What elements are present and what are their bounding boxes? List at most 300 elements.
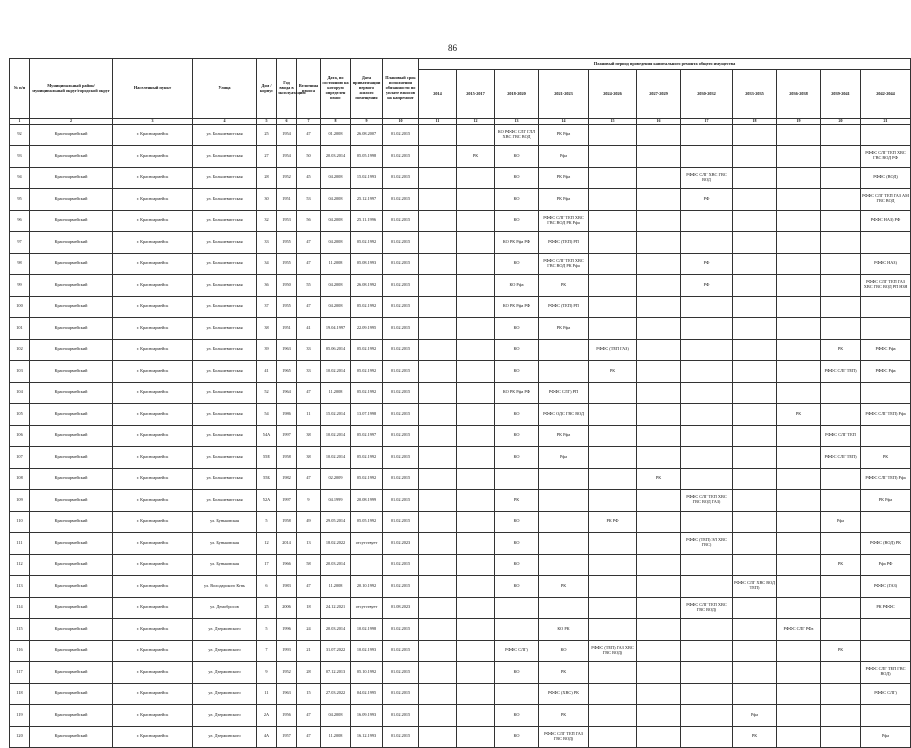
- street-cell: ул. Буньковская: [193, 511, 257, 533]
- header-period: 2030-2032: [681, 70, 733, 119]
- period-cell: [419, 167, 457, 189]
- row-number: 117: [10, 662, 30, 684]
- period-cell: [419, 447, 457, 469]
- wear-date-cell: 15.02.2014: [321, 404, 351, 426]
- street-cell: ул. Дзержинского: [193, 662, 257, 684]
- district-cell: Красноармейский: [30, 232, 113, 254]
- period-cell: [821, 253, 861, 275]
- period-cell: [733, 683, 777, 705]
- period-cell: [637, 167, 681, 189]
- header-period: 2027-2029: [637, 70, 681, 119]
- settlement-cell: г. Красноармейск: [113, 210, 193, 232]
- column-number: 9: [351, 119, 383, 125]
- period-cell: [589, 210, 637, 232]
- period-cell: РФФС (ВОД) РК: [861, 533, 911, 555]
- street-cell: ул. Володарского Кгвь: [193, 576, 257, 598]
- period-cell: РФФС СЛГ ТЕП): [821, 447, 861, 469]
- period-cell: РФФС СЛГ ТЕП ХВС ГВС ВОД РФ: [861, 146, 911, 168]
- period-cell: [457, 576, 495, 598]
- first-date-cell: 15.02.1993: [351, 167, 383, 189]
- plan-date-cell: 01.02.2015: [383, 167, 419, 189]
- header-n: № п/п: [10, 59, 30, 119]
- period-cell: [821, 683, 861, 705]
- period-cell: [733, 468, 777, 490]
- header-period: 2021-2023: [539, 70, 589, 119]
- header-period: 2039-2041: [821, 70, 861, 119]
- column-number: 16: [637, 119, 681, 125]
- period-cell: КО: [495, 576, 539, 598]
- period-cell: РК РФ: [589, 511, 637, 533]
- period-cell: [637, 640, 681, 662]
- period-cell: [539, 339, 589, 361]
- row-number: 108: [10, 468, 30, 490]
- first-date-cell: 05.05.1992: [351, 511, 383, 533]
- row-number: 118: [10, 683, 30, 705]
- period-cell: [861, 232, 911, 254]
- period-cell: РК: [821, 554, 861, 576]
- period-cell: [681, 146, 733, 168]
- period-cell: РК Рфа: [539, 189, 589, 211]
- period-cell: [419, 253, 457, 275]
- period-cell: КО Рфа: [495, 275, 539, 297]
- period-cell: [821, 232, 861, 254]
- street-cell: ул. Большевистская: [193, 447, 257, 469]
- period-cell: РК РФФС: [861, 597, 911, 619]
- street-cell: ул. Демобросов: [193, 597, 257, 619]
- period-cell: [777, 597, 821, 619]
- settlement-cell: г. Красноармейск: [113, 232, 193, 254]
- house-cell: 7: [257, 640, 277, 662]
- row-number: 113: [10, 576, 30, 598]
- row-number: 119: [10, 705, 30, 727]
- district-cell: Красноармейский: [30, 382, 113, 404]
- settlement-cell: г. Красноармейск: [113, 640, 193, 662]
- period-cell: [457, 447, 495, 469]
- table-row: [10, 146, 911, 168]
- wear-date-cell: 20.03.2014: [321, 619, 351, 641]
- year-cell: 1956: [277, 705, 297, 727]
- house-cell: 28: [257, 167, 277, 189]
- period-cell: КО: [495, 167, 539, 189]
- period-cell: Рфа РФ: [861, 554, 911, 576]
- period-cell: [589, 382, 637, 404]
- period-cell: [457, 167, 495, 189]
- period-cell: РФФС (ТЕП) ЭЛ ХВС ГВС): [681, 533, 733, 555]
- period-cell: РК: [821, 339, 861, 361]
- period-cell: [539, 554, 589, 576]
- header-wear-date: Дата, по состоянию на которую определен износ: [321, 59, 351, 119]
- first-date-cell: 05.02.1997: [351, 425, 383, 447]
- period-cell: [637, 210, 681, 232]
- settlement-cell: г. Красноармейск: [113, 683, 193, 705]
- period-cell: [457, 511, 495, 533]
- header-period: 2015-2017: [457, 70, 495, 119]
- year-cell: 1997: [277, 490, 297, 512]
- wear-cell: 47: [297, 253, 321, 275]
- table-row: [10, 124, 911, 146]
- house-cell: 5: [257, 511, 277, 533]
- period-cell: [419, 189, 457, 211]
- row-number: 115: [10, 619, 30, 641]
- house-cell: 9: [257, 662, 277, 684]
- house-cell: 55Б: [257, 468, 277, 490]
- period-cell: КО: [495, 361, 539, 383]
- period-cell: [681, 124, 733, 146]
- period-cell: [821, 296, 861, 318]
- first-date-cell: 20.08.1999: [351, 490, 383, 512]
- street-cell: ул. Буньковская: [193, 533, 257, 555]
- row-number: 101: [10, 318, 30, 340]
- first-date-cell: 05.05.1998: [351, 146, 383, 168]
- row-number: 111: [10, 533, 30, 555]
- wear-date-cell: 10.02.2014: [321, 361, 351, 383]
- settlement-cell: г. Красноармейск: [113, 339, 193, 361]
- period-cell: [419, 296, 457, 318]
- settlement-cell: г. Красноармейск: [113, 726, 193, 748]
- row-number: 106: [10, 425, 30, 447]
- period-cell: [861, 124, 911, 146]
- wear-cell: 50: [297, 146, 321, 168]
- house-cell: 17: [257, 554, 277, 576]
- period-cell: [777, 576, 821, 598]
- district-cell: Красноармейский: [30, 425, 113, 447]
- period-cell: [419, 146, 457, 168]
- row-number: 102: [10, 339, 30, 361]
- period-cell: [681, 339, 733, 361]
- district-cell: Красноармейский: [30, 296, 113, 318]
- year-cell: 1952: [277, 167, 297, 189]
- header-period: 2036-2038: [777, 70, 821, 119]
- period-cell: [777, 253, 821, 275]
- period-cell: [539, 597, 589, 619]
- period-cell: РФ: [681, 189, 733, 211]
- period-cell: [419, 640, 457, 662]
- column-number: 8: [321, 119, 351, 125]
- table-row: [10, 339, 911, 361]
- period-cell: [539, 468, 589, 490]
- period-cell: РФФС СЛГ ТЕП ГВС ВОД): [861, 662, 911, 684]
- first-date-cell: 20.10.1992: [351, 576, 383, 598]
- column-number: 11: [419, 119, 457, 125]
- period-cell: КО: [495, 253, 539, 275]
- period-cell: [589, 232, 637, 254]
- period-cell: [861, 705, 911, 727]
- district-cell: Красноармейский: [30, 318, 113, 340]
- period-cell: [681, 619, 733, 641]
- plan-date-cell: 01.02.2015: [383, 490, 419, 512]
- period-cell: [419, 425, 457, 447]
- house-cell: 36: [257, 275, 277, 297]
- period-cell: [777, 683, 821, 705]
- period-cell: РК: [539, 662, 589, 684]
- street-cell: ул. Большевистская: [193, 361, 257, 383]
- wear-date-cell: 27.03.2022: [321, 683, 351, 705]
- plan-date-cell: 01.02.2015: [383, 296, 419, 318]
- period-cell: РК: [539, 705, 589, 727]
- first-date-cell: 25.12.1997: [351, 189, 383, 211]
- period-cell: РФФС СЛГ ТЕП): [821, 361, 861, 383]
- house-cell: 32: [257, 210, 277, 232]
- period-cell: [681, 511, 733, 533]
- year-cell: 1983: [277, 576, 297, 598]
- street-cell: ул. Большевистская: [193, 296, 257, 318]
- settlement-cell: г. Красноармейск: [113, 490, 193, 512]
- period-cell: КО: [495, 662, 539, 684]
- first-date-cell: 05.02.1992: [351, 339, 383, 361]
- period-cell: [637, 146, 681, 168]
- period-cell: [589, 124, 637, 146]
- period-cell: [637, 382, 681, 404]
- district-cell: Красноармейский: [30, 253, 113, 275]
- wear-cell: 13: [297, 533, 321, 555]
- street-cell: ул. Дзержинского: [193, 619, 257, 641]
- period-cell: КО РК: [539, 619, 589, 641]
- year-cell: 1951: [277, 189, 297, 211]
- table-row: [10, 296, 911, 318]
- period-cell: [419, 662, 457, 684]
- row-number: 105: [10, 404, 30, 426]
- period-cell: РФ: [681, 253, 733, 275]
- column-number: 21: [861, 119, 911, 125]
- year-cell: 1986: [277, 404, 297, 426]
- wear-date-cell: 05.06.2014: [321, 339, 351, 361]
- year-cell: 1966: [277, 554, 297, 576]
- period-cell: РК: [457, 146, 495, 168]
- period-cell: [637, 726, 681, 748]
- wear-date-cell: 04.2008: [321, 167, 351, 189]
- period-cell: Рфа: [733, 705, 777, 727]
- settlement-cell: г. Красноармейск: [113, 425, 193, 447]
- period-cell: [777, 447, 821, 469]
- period-cell: [821, 167, 861, 189]
- period-cell: КО РК Рфа РФ: [495, 382, 539, 404]
- wear-cell: 47: [297, 705, 321, 727]
- period-cell: [457, 189, 495, 211]
- period-cell: [637, 447, 681, 469]
- plan-date-cell: 01.02.2015: [383, 361, 419, 383]
- period-cell: [777, 361, 821, 383]
- period-cell: [733, 662, 777, 684]
- table-body: [10, 124, 911, 748]
- year-cell: 2014: [277, 533, 297, 555]
- house-cell: 37: [257, 296, 277, 318]
- wear-cell: 33: [297, 361, 321, 383]
- wear-date-cell: 07.12.2013: [321, 662, 351, 684]
- period-cell: КО: [495, 210, 539, 232]
- page-number: 86: [448, 43, 457, 53]
- period-cell: [419, 382, 457, 404]
- plan-date-cell: 01.02.2023: [383, 533, 419, 555]
- table-row: [10, 468, 911, 490]
- plan-date-cell: 01.02.2015: [383, 468, 419, 490]
- wear-cell: 18: [297, 597, 321, 619]
- period-cell: [457, 210, 495, 232]
- street-cell: ул. Большевистская: [193, 490, 257, 512]
- first-date-cell: отсутствует: [351, 533, 383, 555]
- period-cell: [733, 511, 777, 533]
- wear-cell: 28: [297, 662, 321, 684]
- period-cell: [419, 554, 457, 576]
- street-cell: ул. Большевистская: [193, 253, 257, 275]
- table-row: [10, 576, 911, 598]
- wear-cell: 41: [297, 318, 321, 340]
- period-cell: [777, 468, 821, 490]
- period-cell: [861, 318, 911, 340]
- district-cell: Красноармейский: [30, 189, 113, 211]
- period-cell: [681, 705, 733, 727]
- period-cell: РФФС Рфа: [861, 339, 911, 361]
- row-number: 116: [10, 640, 30, 662]
- period-cell: [419, 683, 457, 705]
- period-cell: [861, 382, 911, 404]
- house-cell: 4А: [257, 726, 277, 748]
- period-cell: РФФС СЛГ ТЕП ГАЗ АМ ГВС ВОД: [861, 189, 911, 211]
- table-row: [10, 726, 911, 748]
- period-cell: РФФС СЛГ ТЕП ХВС ГВС ВОД): [681, 597, 733, 619]
- wear-cell: 49: [297, 511, 321, 533]
- period-cell: [777, 124, 821, 146]
- period-cell: РФФС НАЗ): [861, 253, 911, 275]
- wear-cell: 38: [297, 447, 321, 469]
- period-cell: РК Рфа: [539, 167, 589, 189]
- period-cell: [733, 361, 777, 383]
- period-cell: [419, 533, 457, 555]
- period-cell: КО: [495, 189, 539, 211]
- period-cell: РФФС Рфа: [861, 361, 911, 383]
- first-date-cell: 22.09.1995: [351, 318, 383, 340]
- house-cell: 54А: [257, 425, 277, 447]
- wear-date-cell: 10.02.2014: [321, 425, 351, 447]
- period-cell: [821, 726, 861, 748]
- wear-date-cell: 04.1999: [321, 490, 351, 512]
- plan-date-cell: 01.02.2015: [383, 253, 419, 275]
- table-row: [10, 167, 911, 189]
- period-cell: [589, 189, 637, 211]
- period-cell: [681, 640, 733, 662]
- period-cell: [821, 146, 861, 168]
- wear-cell: 47: [297, 232, 321, 254]
- period-cell: [589, 468, 637, 490]
- table-row: [10, 705, 911, 727]
- wear-cell: 38: [297, 425, 321, 447]
- period-cell: РК Рфа: [539, 124, 589, 146]
- period-cell: [821, 490, 861, 512]
- period-cell: [457, 662, 495, 684]
- period-cell: [419, 490, 457, 512]
- period-cell: РК: [539, 275, 589, 297]
- period-cell: РК: [821, 640, 861, 662]
- period-cell: [681, 468, 733, 490]
- wear-date-cell: 04.2008: [321, 189, 351, 211]
- column-number: 17: [681, 119, 733, 125]
- column-number: 19: [777, 119, 821, 125]
- period-cell: [637, 705, 681, 727]
- district-cell: Красноармейский: [30, 640, 113, 662]
- period-cell: [589, 447, 637, 469]
- period-cell: КО: [495, 533, 539, 555]
- period-cell: [637, 361, 681, 383]
- period-cell: [637, 318, 681, 340]
- settlement-cell: г. Красноармейск: [113, 275, 193, 297]
- period-cell: [681, 318, 733, 340]
- row-number: 95: [10, 189, 30, 211]
- district-cell: Красноармейский: [30, 705, 113, 727]
- period-cell: [637, 339, 681, 361]
- period-cell: [419, 339, 457, 361]
- period-cell: РФ: [681, 275, 733, 297]
- first-date-cell: 05.02.1992: [351, 447, 383, 469]
- settlement-cell: г. Красноармейск: [113, 146, 193, 168]
- period-cell: [457, 404, 495, 426]
- first-date-cell: 05.10.1992: [351, 662, 383, 684]
- street-cell: ул. Дзержинского: [193, 726, 257, 748]
- period-cell: [821, 662, 861, 684]
- period-cell: РФФС (ТЕП ГАЗ): [589, 339, 637, 361]
- period-cell: КО: [495, 425, 539, 447]
- header-period: 2014: [419, 70, 457, 119]
- street-cell: ул. Буньковская: [193, 554, 257, 576]
- house-cell: 39: [257, 339, 277, 361]
- period-cell: [821, 404, 861, 426]
- year-cell: 1955: [277, 232, 297, 254]
- header-period: 2018-2020: [495, 70, 539, 119]
- period-cell: [681, 382, 733, 404]
- period-cell: [589, 146, 637, 168]
- period-cell: [733, 275, 777, 297]
- plan-date-cell: 01.02.2015: [383, 705, 419, 727]
- first-date-cell: 05.02.1992: [351, 361, 383, 383]
- period-cell: РФФС СЛГ ТЕП) Рфа: [861, 404, 911, 426]
- period-cell: РФФС (ХВС) РК: [539, 683, 589, 705]
- period-cell: РФФС СЛГ ТЕП ХВС ГВС ВОД РК Рфа: [539, 210, 589, 232]
- period-cell: [419, 511, 457, 533]
- period-cell: РК: [637, 468, 681, 490]
- period-cell: РФФС СЛГ ТЕП ГАЗ ГВС ВОД): [539, 726, 589, 748]
- period-cell: [777, 296, 821, 318]
- header-plan-date: Плановый срок исполнения обязанности по уплате взносов на капремонт: [383, 59, 419, 119]
- year-cell: 1964: [277, 382, 297, 404]
- period-cell: [637, 232, 681, 254]
- period-cell: [457, 468, 495, 490]
- first-date-cell: 05.02.1992: [351, 382, 383, 404]
- year-cell: 1950: [277, 275, 297, 297]
- house-cell: 2А: [257, 705, 277, 727]
- column-number: 12: [457, 119, 495, 125]
- table-row: [10, 683, 911, 705]
- period-cell: КО: [495, 339, 539, 361]
- wear-cell: 55: [297, 275, 321, 297]
- period-cell: РФФС СЛГ ХВС ГВС ВОД: [681, 167, 733, 189]
- period-cell: [457, 232, 495, 254]
- district-cell: Красноармейский: [30, 404, 113, 426]
- period-cell: [777, 490, 821, 512]
- period-cell: [457, 425, 495, 447]
- table-row: [10, 597, 911, 619]
- column-number: 5: [257, 119, 277, 125]
- table-row: [10, 662, 911, 684]
- period-cell: [733, 339, 777, 361]
- period-cell: [681, 210, 733, 232]
- wear-date-cell: 10.02.2014: [321, 447, 351, 469]
- period-cell: [457, 726, 495, 748]
- period-cell: [733, 554, 777, 576]
- period-cell: РК: [777, 404, 821, 426]
- settlement-cell: г. Красноармейск: [113, 554, 193, 576]
- header-first-date: Дата приватизации первого жилого помещения: [351, 59, 383, 119]
- row-number: 93: [10, 146, 30, 168]
- period-cell: [777, 705, 821, 727]
- house-cell: 6: [257, 576, 277, 598]
